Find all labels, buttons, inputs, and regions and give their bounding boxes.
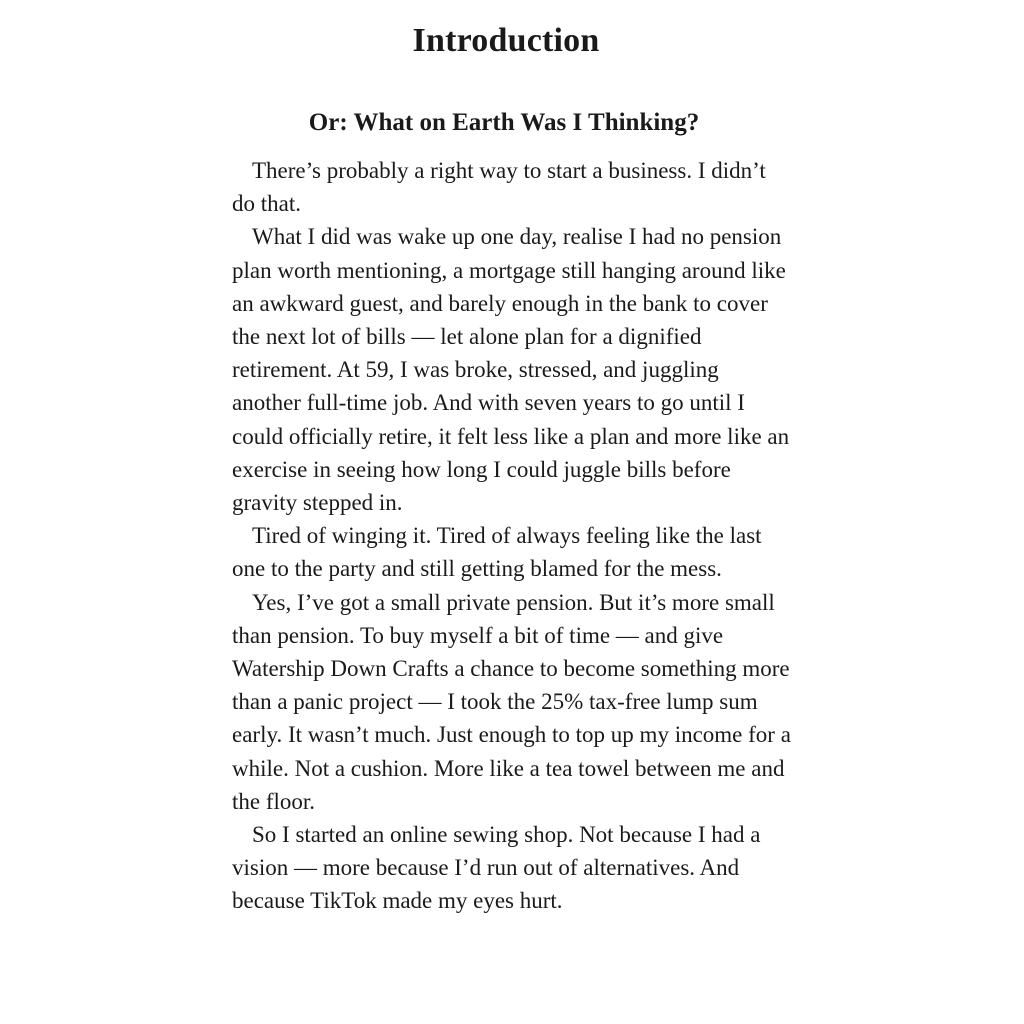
paragraph-4: Yes, I’ve got a small private pension. But it’s more small than pension. To buy myself a bit of time — and give Watership Down Crafts a chance to become something more than a panic project — I took the 25% tax-free lump sum early. It wasn’t much. Just enough to top up my income for a while. Not a cushion. More like a tea towel between me and the floor. bbox=[232, 589, 791, 814]
paragraph-2: What I did was wake up one day, realise I had no pension plan worth mentioning, a mortgage still hanging around like an awkward guest, and barely enough in the bank to cover the next lot of bills — let alone plan for a dignified retirement. At 59, I was broke, stressed, and juggling another full-time job. And with seven years to go until I could officially retire, it felt less like a plan and more like an exercise in seeing how long I could juggle bills before gravity stepped in. bbox=[232, 224, 790, 516]
chapter-title: Introduction bbox=[412, 22, 600, 59]
book-page bbox=[232, 18, 792, 918]
paragraph-3: Tired of winging it. Tired of always feeling like the last one to the party and still getting blamed for the mess. bbox=[232, 523, 762, 582]
paragraph-5: So I started an online sewing shop. Not because I had a vision — more because I’d run out of alternatives. And because TikTok made my eyes hurt. bbox=[232, 822, 761, 914]
paragraph-1: There’s probably a right way to start a business. I didn’t do that. bbox=[232, 158, 766, 217]
body-text bbox=[232, 154, 792, 918]
chapter-subtitle: Or: What on Earth Was I Thinking? bbox=[308, 109, 700, 136]
